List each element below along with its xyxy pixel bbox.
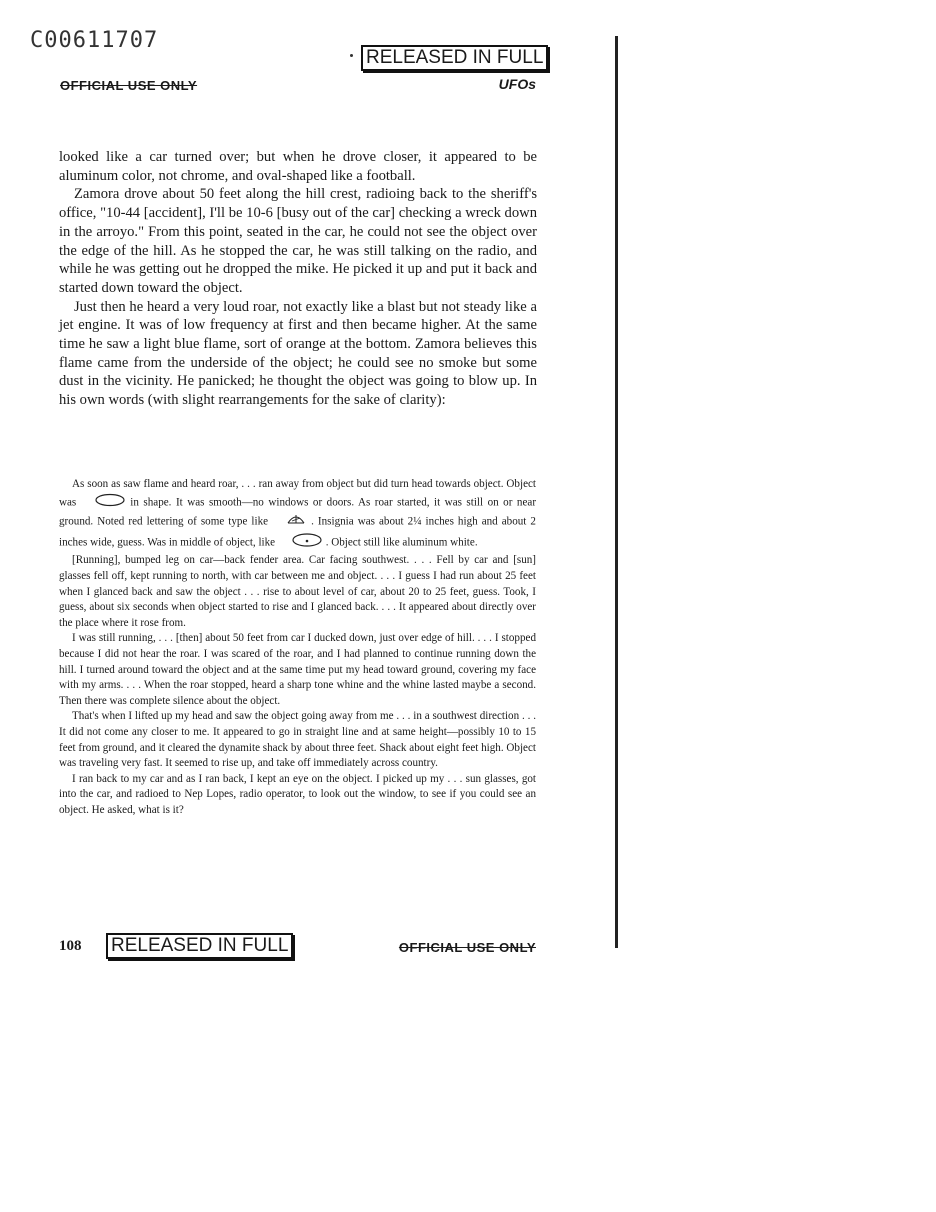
quote-text: As soon as saw flame and heard roar, . . . ran away from object but did turn head towards object. Object was bbox=[59, 478, 536, 508]
binding-rule bbox=[615, 36, 618, 948]
document-id: C00611707 bbox=[30, 28, 159, 53]
paragraph: Just then he heard a very loud roar, not exactly like a blast but not steady like a jet engine. It was of low frequency at first and then became higher. At the same time he saw a light blue flame, sort of orange at the bottom. Zamora believes this flame came from the underside of the object; he could see no smoke but some dust in the vicinity. He panicked; he thought the object was going to blow up. In his own words (with slight rearrangements for the sake of clarity): bbox=[59, 298, 537, 409]
quote-text: in shape. It was smooth—no windows or doors. As roar started, it was still on or near ground. Noted red lettering of some type like bbox=[59, 495, 537, 528]
released-stamp-top: RELEASED IN FULL bbox=[361, 45, 548, 71]
quote-paragraph: [Running], bumped leg on car—back fender area. Car facing southwest. . . . Fell by car and [sun] glasses fell off, kept running to north, with car between me and object. . . . I guess I had run about 25 feet when I glanced back and saw the object . . . rise to about level of car, about 20 to 25 feet, guess. Took, I guess, about six seconds when object started to rise and I glanced back. . . . It appeared about directly over the place where it rose from. bbox=[59, 554, 536, 629]
quote-text: . Object still like aluminum white. bbox=[325, 536, 478, 549]
paragraph: looked like a car turned over; but when he drove closer, it appeared to be aluminum color, not chrome, and oval-shaped like a football. bbox=[59, 149, 537, 184]
oval-shape-icon bbox=[81, 493, 126, 513]
body-text bbox=[59, 148, 537, 410]
witness-quote bbox=[59, 477, 536, 818]
quote-paragraph: I was still running, . . . [then] about 50 feet from car I ducked down, just over edge of hill. . . . I stopped because I did not hear the roar. I was scared of the roar, and I had planned to continue running down the hill. I turned around toward the object and at the same time put my head toward ground, covering my face with my arms. . . . When the roar stopped, heard a sharp tone whine and the whine lasted maybe a second. Then there was complete silence about the object. bbox=[59, 632, 536, 707]
released-stamp-bottom: RELEASED IN FULL bbox=[106, 933, 293, 959]
quote-paragraph: I ran back to my car and as I ran back, I kept an eye on the object. I picked up my . . . sun glasses, got into the car, and radioed to Nep Lopes, radio operator, to look out the window, to see if you could see an object. He asked, what is it? bbox=[59, 772, 536, 816]
insignia-sketch-icon bbox=[272, 512, 307, 532]
quote-text: . Insignia was about 2¼ inches high and about 2 inches wide, guess. Was in middle of object, like bbox=[59, 515, 536, 549]
oval-with-dot-icon bbox=[278, 532, 323, 554]
paragraph: Zamora drove about 50 feet along the hill crest, radioing back to the sheriff's office, "10-44 [accident], I'll be 10-6 [busy out of the car] checking a wreck down in the arroyo." From this point, seated in the car, he could not see the object over the edge of the hill. As he stopped the car, he was still talking on the radio, and while he was getting out he dropped the mike. He picked it up and put it back and started down toward the object. bbox=[59, 186, 537, 296]
header-topic: UFOs bbox=[498, 76, 536, 92]
footer-classification: OFFICIAL USE ONLY bbox=[398, 940, 536, 955]
quote-paragraph: That's when I lifted up my head and saw the object going away from me . . . in a southwest direction . . . It did not come any closer to me. It appeared to go in straight line and at same height—possibly 10 to 15 feet from ground, and it cleared the dynamite shack by about three feet. Shack about eight feet high. Object was traveling very fast. It seemed to rise up, and take off immediately across country. bbox=[59, 710, 536, 770]
header-classification: OFFICIAL USE ONLY bbox=[60, 78, 198, 93]
quote-paragraph bbox=[59, 477, 536, 553]
stray-mark bbox=[350, 54, 353, 57]
page-number: 108 bbox=[59, 938, 82, 954]
